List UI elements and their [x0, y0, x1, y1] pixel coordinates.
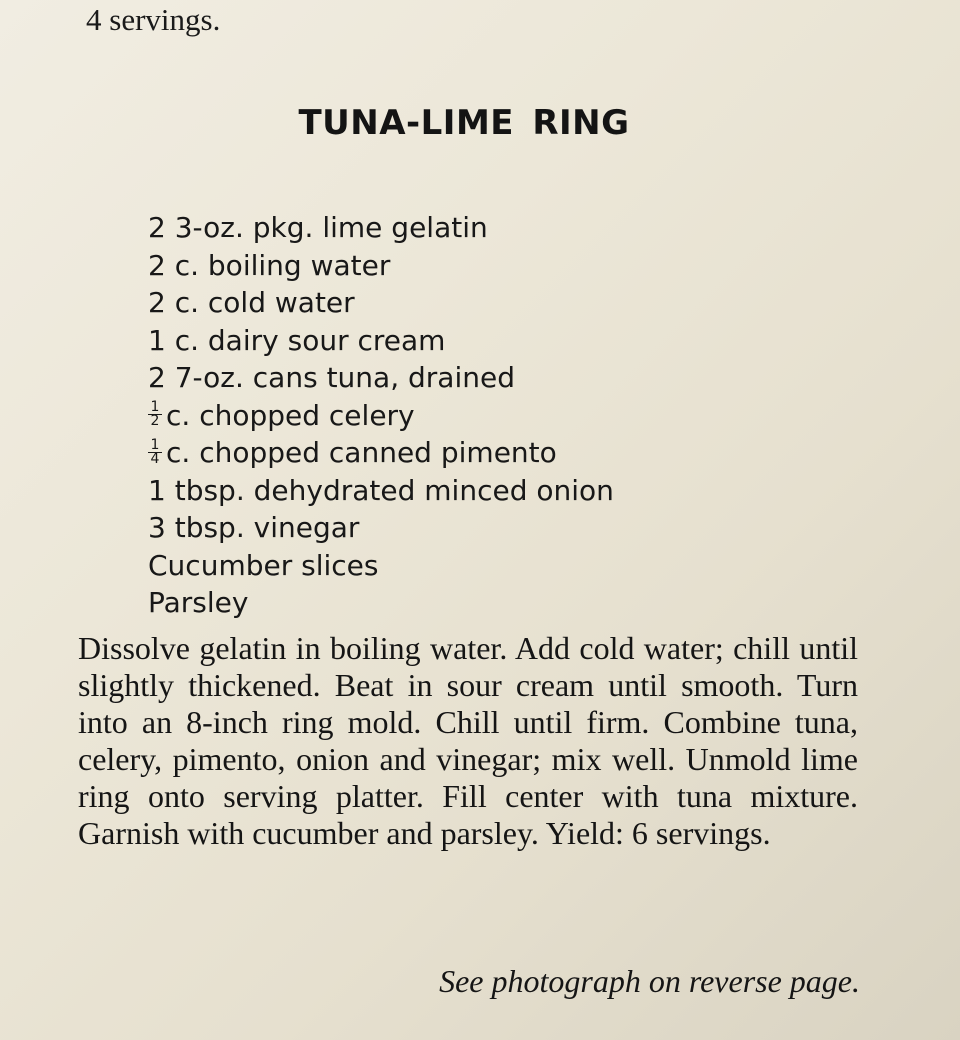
ingredient-item: 1 tbsp. dehydrated minced onion	[148, 473, 614, 507]
ingredient-item: 1 c. dairy sour cream	[148, 323, 446, 357]
ingredient-item: 2 c. cold water	[148, 286, 355, 319]
ingredient-item: 3 tbsp. vinegar	[148, 511, 360, 544]
fraction: $\frac{1}{4}$	[148, 439, 162, 466]
ingredient-item: 2 3-oz. pkg. lime gelatin	[148, 211, 488, 244]
ingredient-item: Cucumber slices	[148, 548, 379, 582]
recipe-title: TUNA-LIME RING	[298, 103, 630, 143]
fraction: $\frac{1}{2}$	[148, 401, 162, 428]
ingredient-item: $\frac{1}{4}$ c. chopped canned pimento	[148, 434, 614, 472]
ingredient-item: 2 c. boiling water	[148, 248, 391, 282]
ingredient-item: 2 7-oz. cans tuna, drained	[148, 361, 515, 394]
ingredient-list	[148, 209, 614, 622]
ingredient-item: $\frac{1}{2}$ c. chopped celery	[148, 397, 614, 435]
ingredient-item: Parsley	[148, 586, 249, 619]
recipe-directions: Dissolve gelatin in boiling water. Add cold water; chill until slightly thickened. Beat in sour cream until smooth. Turn into an 8-inch ring mold. Chill until firm. Combine tuna, celery, pimento, onion and vinegar; mix well. Unmold lime ring onto serving platter. Fill center with tuna mixture. Garnish with cucumber and parsley. Yield: 6 servings.	[78, 630, 858, 851]
photo-reference-note: See photograph on reverse page.	[439, 963, 860, 999]
previous-recipe-yield: 4 servings.	[86, 2, 221, 37]
